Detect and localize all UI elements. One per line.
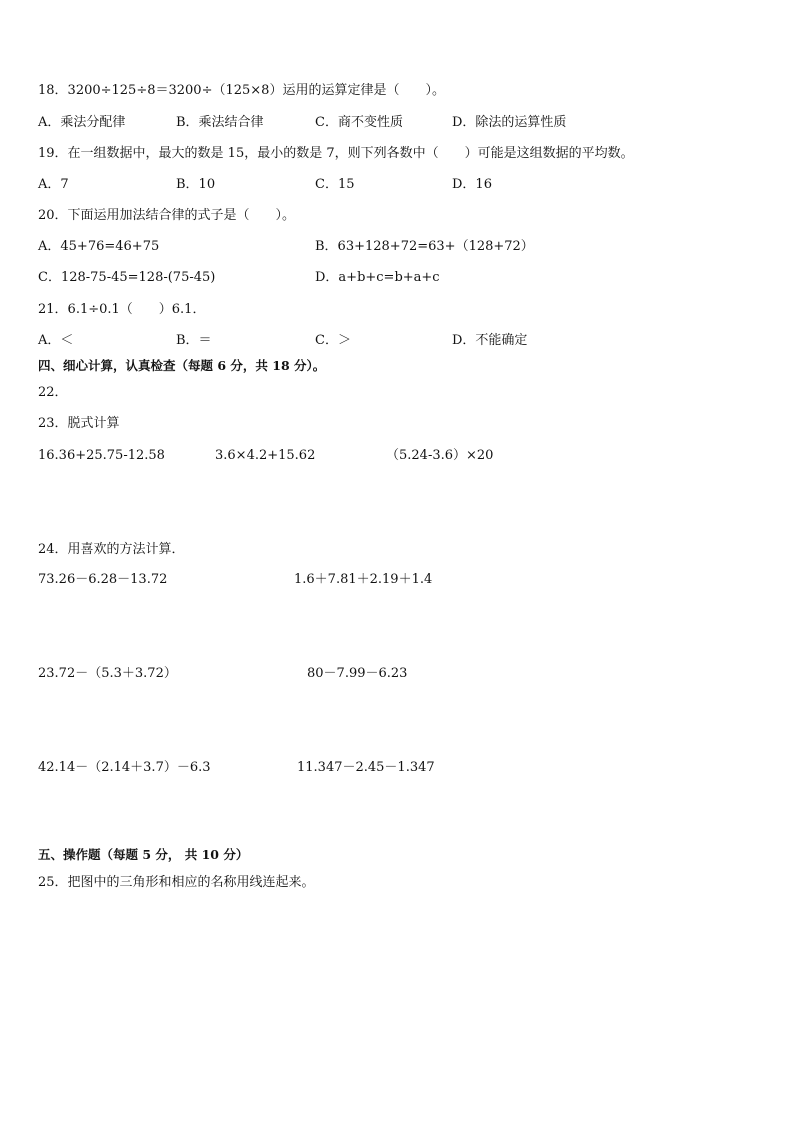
question-19-options	[38, 176, 778, 194]
calc-item: 23.72－（5.3＋3.72）	[38, 666, 177, 681]
option-a: A．＜	[38, 333, 74, 348]
question-18-options	[38, 114, 778, 132]
calc-item: 73.26－6.28－13.72	[38, 572, 168, 587]
calc-item: 42.14－（2.14＋3.7）－6.3	[38, 760, 211, 775]
option-b: B．乘法结合律	[176, 115, 264, 130]
calc-item: 16.36+25.75-12.58	[38, 448, 165, 463]
question-20-options-row1	[38, 238, 778, 256]
option-d: D．不能确定	[452, 333, 528, 348]
option-c: C．＞	[315, 333, 351, 348]
section-4-title: 四、细心计算，认真检查（每题 6 分，共 18 分）。	[38, 358, 326, 373]
option-c: C．商不变性质	[315, 115, 403, 130]
option-d: D．a+b+c=b+a+c	[315, 270, 440, 285]
question-21-options	[38, 332, 778, 350]
calc-item: 80－7.99－6.23	[307, 666, 408, 681]
question-20-options-row2	[38, 269, 778, 287]
option-d: D．16	[452, 177, 492, 192]
option-d: D．除法的运算性质	[452, 115, 567, 130]
option-c: C．15	[315, 177, 355, 192]
question-22-stem: 22．	[38, 385, 68, 400]
option-b: B．＝	[176, 333, 212, 348]
question-20-stem: 20．下面运用加法结合律的式子是（ ）。	[38, 208, 296, 223]
option-c: C．128-75-45=128-(75-45)	[38, 270, 216, 285]
option-a: A．乘法分配律	[38, 115, 126, 130]
option-a: A．7	[38, 177, 69, 192]
question-21-stem: 21．6.1÷0.1（ ）6.1．	[38, 302, 206, 317]
question-24-stem: 24．用喜欢的方法计算．	[38, 542, 185, 557]
option-b: B．10	[176, 177, 216, 192]
calc-item: 1.6＋7.81＋2.19＋1.4	[294, 572, 433, 587]
option-a: A．45+76=46+75	[38, 239, 160, 254]
section-5-title: 五、操作题（每题 5 分， 共 10 分）	[38, 847, 249, 862]
option-b: B．63+128+72=63+（128+72）	[315, 239, 534, 254]
calc-item: 3.6×4.2+15.62	[215, 448, 316, 463]
question-23-stem: 23．脱式计算	[38, 416, 120, 431]
question-18-stem: 18．3200÷125÷8＝3200÷（125×8）运用的运算定律是（ ）。	[38, 83, 445, 98]
question-25-stem: 25．把图中的三角形和相应的名称用线连起来。	[38, 875, 315, 890]
calc-item: 11.347－2.45－1.347	[297, 760, 435, 775]
calc-item: （5.24-3.6）×20	[386, 448, 494, 463]
question-19-stem: 19．在一组数据中，最大的数是 15，最小的数是 7，则下列各数中（ ）可能是这组数据的平均数。	[38, 146, 634, 161]
